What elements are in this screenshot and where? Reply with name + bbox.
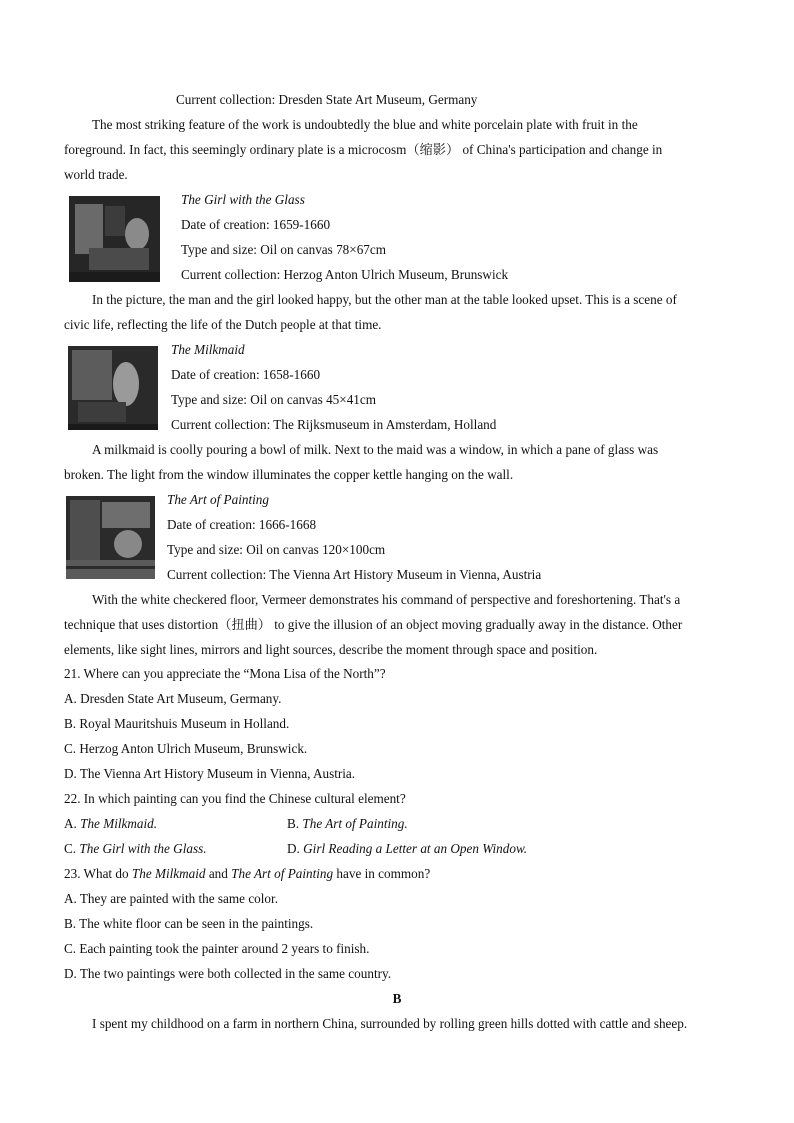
stem-text: have in common? [336, 866, 431, 881]
section-heading: B [392, 991, 402, 1006]
painting-image-icon [66, 496, 155, 579]
painting-image-icon [69, 196, 160, 282]
option-text: Girl Reading a Letter at an Open Window. [303, 841, 528, 856]
question-22-option-d[interactable] [287, 836, 527, 861]
painting-type-size: Type and size: Oil on canvas 45×41cm [171, 392, 377, 407]
painting-title: The Milkmaid [171, 342, 245, 357]
painting-title: The Art of Painting [167, 492, 269, 507]
painting-collection: Current collection: Herzog Anton Ulrich Museum, Brunswick [181, 267, 509, 282]
painting-date: Date of creation: 1658-1660 [171, 367, 321, 382]
question-21-option-a[interactable]: A. Dresden State Art Museum, Germany. [64, 691, 282, 706]
paragraph-milkmaid-line-1: A milkmaid is coolly pouring a bowl of milk. Next to the maid was a window, in which a pane of glass was [92, 442, 659, 457]
option-text: The Girl with the Glass. [79, 841, 207, 856]
paragraph-porcelain-line-3: world trade. [64, 167, 128, 182]
question-21-option-c[interactable]: C. Herzog Anton Ulrich Museum, Brunswick. [64, 741, 308, 756]
painting-date: Date of creation: 1659-1660 [181, 217, 331, 232]
art-of-painting-image [66, 496, 155, 579]
stem-title-2: The Art of Painting [231, 866, 334, 881]
paragraph-floor-line-2: technique that uses distortion（扭曲） to give the illusion of an object moving gradually away in the distance. Other [64, 617, 683, 632]
painting-collection-line: Current collection: Dresden State Art Museum, Germany [176, 92, 478, 107]
milkmaid-image [68, 346, 158, 430]
paragraph-floor-line-3: elements, like sight lines, mirrors and light sources, describe the moment through space and position. [64, 642, 598, 657]
painting-collection: Current collection: The Rijksmuseum in Amsterdam, Holland [171, 417, 497, 432]
painting-type-size: Type and size: Oil on canvas 120×100cm [167, 542, 386, 557]
question-22-option-b[interactable] [287, 811, 408, 836]
option-text: The Art of Painting. [302, 816, 408, 831]
paragraph-girl-line-2: civic life, reflecting the life of the Dutch people at that time. [64, 317, 382, 332]
option-letter: A. [64, 816, 77, 831]
paragraph-floor-line-1: With the white checkered floor, Vermeer demonstrates his command of perspective and foreshortening. That's a [92, 592, 681, 607]
option-text: The Milkmaid. [80, 816, 158, 831]
question-22-option-c[interactable] [64, 836, 207, 861]
question-22-stem: 22. In which painting can you find the Chinese cultural element? [64, 791, 406, 806]
painting-image-icon [68, 346, 158, 430]
paragraph-milkmaid-line-2: broken. The light from the window illuminates the copper kettle hanging on the wall. [64, 467, 514, 482]
question-21-stem: 21. Where can you appreciate the “Mona Lisa of the North”? [64, 666, 386, 681]
question-21-option-d[interactable]: D. The Vienna Art History Museum in Vienna, Austria. [64, 766, 356, 781]
painting-type-size: Type and size: Oil on canvas 78×67cm [181, 242, 387, 257]
painting-date: Date of creation: 1666-1668 [167, 517, 317, 532]
question-21-option-b[interactable]: B. Royal Mauritshuis Museum in Holland. [64, 716, 290, 731]
question-23-option-d[interactable]: D. The two paintings were both collected in the same country. [64, 966, 392, 981]
girl-with-glass-image [69, 196, 160, 282]
question-23-option-c[interactable]: C. Each painting took the painter around 2 years to finish. [64, 941, 370, 956]
question-23-option-a[interactable]: A. They are painted with the same color. [64, 891, 278, 906]
question-23-option-b[interactable]: B. The white floor can be seen in the paintings. [64, 916, 314, 931]
paragraph-girl-line-1: In the picture, the man and the girl looked happy, but the other man at the table looked upset. This is a scene of [92, 292, 677, 307]
option-letter: D. [287, 841, 300, 856]
stem-text: and [208, 866, 228, 881]
option-letter: B. [287, 816, 300, 831]
question-22-option-a[interactable] [64, 811, 157, 836]
option-letter: C. [64, 841, 77, 856]
question-23-stem [64, 861, 430, 886]
paragraph-porcelain-line-1: The most striking feature of the work is undoubtedly the blue and white porcelain plate with fruit in the [92, 117, 638, 132]
passage-b-line-1: I spent my childhood on a farm in northern China, surrounded by rolling green hills dotted with cattle and sheep. [92, 1016, 688, 1031]
stem-text: 23. What do [64, 866, 129, 881]
paragraph-porcelain-line-2: foreground. In fact, this seemingly ordinary plate is a microcosm（缩影） of China's participation and change in [64, 142, 663, 157]
stem-title-1: The Milkmaid [131, 866, 206, 881]
painting-title: The Girl with the Glass [181, 192, 305, 207]
painting-collection: Current collection: The Vienna Art History Museum in Vienna, Austria [167, 567, 542, 582]
